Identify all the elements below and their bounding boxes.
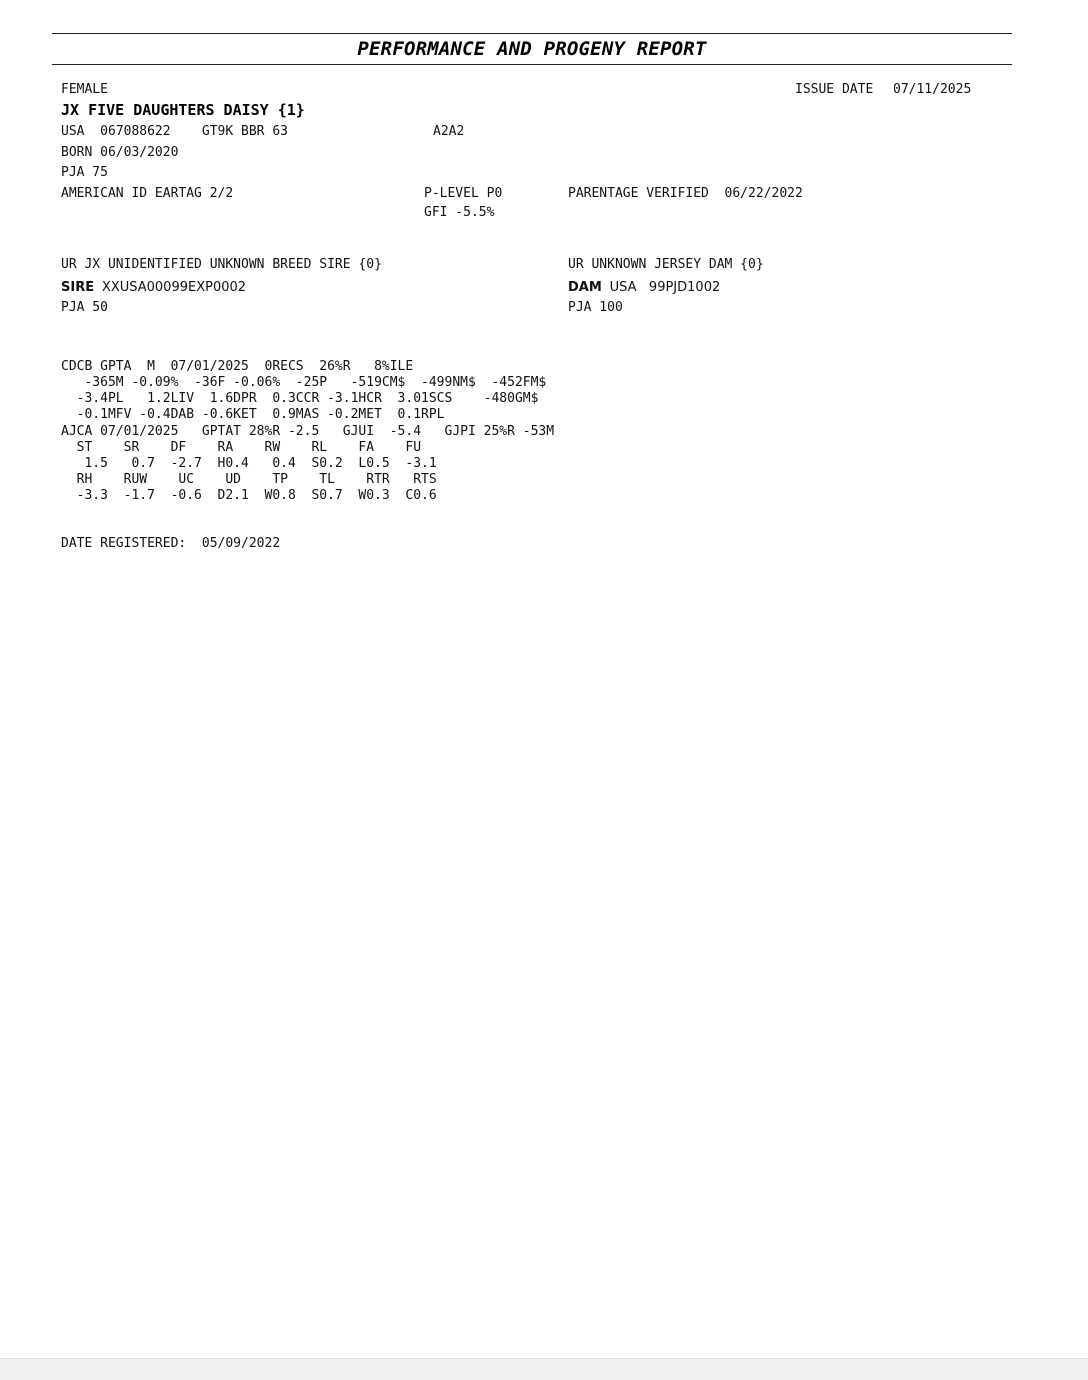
dam-id-line (568, 280, 720, 296)
eartag: AMERICAN ID EARTAG 2/2 (61, 186, 234, 201)
sire-pja: PJA 50 (61, 300, 108, 315)
evaluation-line: RH RUW UC UD TP TL RTR RTS (61, 472, 437, 487)
issue-date-label: ISSUE DATE (795, 82, 874, 97)
report-title: PERFORMANCE AND PROGENY REPORT (357, 38, 707, 60)
evaluation-line: CDCB GPTA M 07/01/2025 0RECS 26%R 8%ILE (61, 359, 414, 374)
issue-date-value: 07/11/2025 (893, 82, 972, 97)
p-level: P-LEVEL P0 (424, 186, 503, 201)
evaluation-line: ST SR DF RA RW RL FA FU (61, 440, 422, 455)
evaluation-line: -0.1MFV -0.4DAB -0.6KET 0.9MAS -0.2MET 0.1RPL (61, 407, 445, 422)
top-rule (52, 33, 1012, 34)
evaluation-line: -3.3 -1.7 -0.6 D2.1 W0.8 S0.7 W0.3 C0.6 (61, 488, 437, 503)
evaluation-line: 1.5 0.7 -2.7 H0.4 0.4 S0.2 L0.5 -3.1 (61, 456, 437, 471)
viewer-bottom-bar (0, 1358, 1088, 1380)
dam-id: USA 99PJD1002 (609, 280, 721, 295)
animal-name: JX FIVE DAUGHTERS DAISY {1} (61, 101, 305, 119)
evaluation-line: -3.4PL 1.2LIV 1.6DPR 0.3CCR -3.1HCR 3.01SCS -480GM$ (61, 391, 539, 406)
parentage-verified: PARENTAGE VERIFIED 06/22/2022 (568, 186, 803, 201)
dam-pja: PJA 100 (568, 300, 623, 315)
gfi: GFI -5.5% (424, 205, 495, 220)
title-underline (52, 64, 1012, 65)
sire-name: UR JX UNIDENTIFIED UNKNOWN BREED SIRE {0} (61, 257, 382, 272)
sex-label: FEMALE (61, 82, 108, 97)
dam-label: DAM (568, 280, 602, 295)
evaluation-line: AJCA 07/01/2025 GPTAT 28%R -2.5 GJUI -5.4 GJPI 25%R -53M (61, 424, 555, 439)
sire-id: XXUSA00099EXP0002 (101, 280, 247, 295)
registration-id-line: USA 067088622 GT9K BBR 63 (61, 124, 288, 139)
sire-label: SIRE (61, 280, 95, 295)
evaluation-line: -365M -0.09% -36F -0.06% -25P -519CM$ -499NM$ -452FM$ (61, 375, 547, 390)
dam-name: UR UNKNOWN JERSEY DAM {0} (568, 257, 764, 272)
date-registered: DATE REGISTERED: 05/09/2022 (61, 536, 281, 551)
birth-date: BORN 06/03/2020 (61, 145, 179, 160)
sire-id-line (61, 280, 246, 296)
animal-pja: PJA 75 (61, 165, 108, 180)
beta-casein: A2A2 (433, 124, 465, 139)
